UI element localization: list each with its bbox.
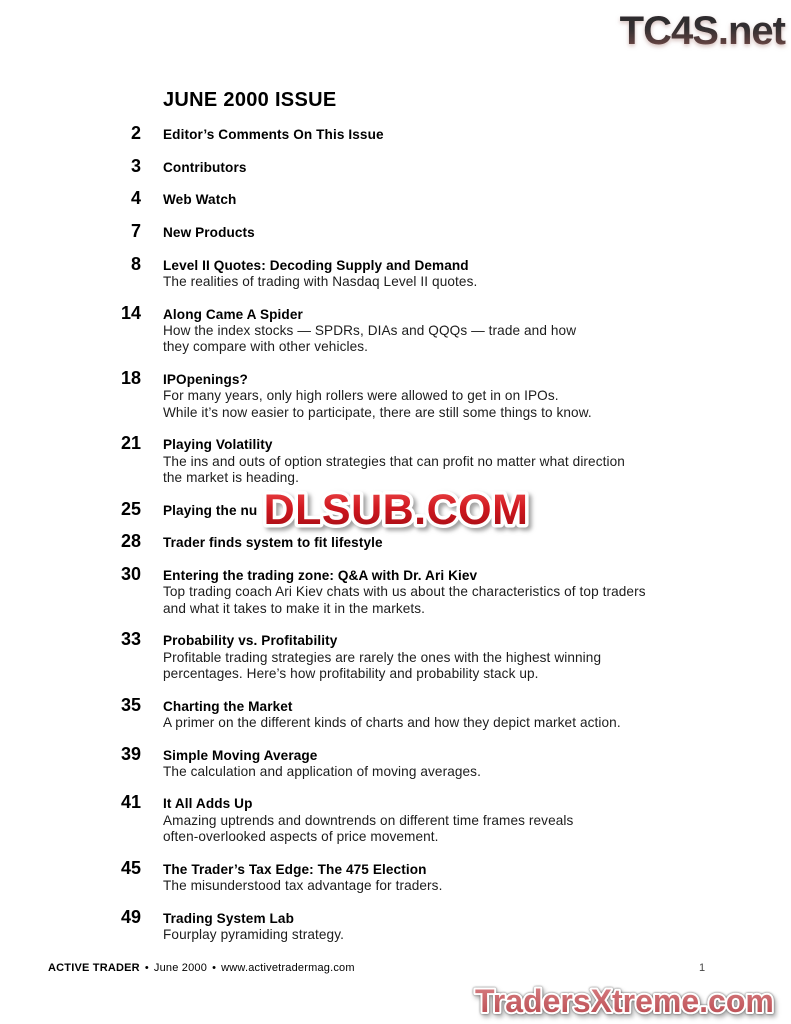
- entry-title: The Trader’s Tax Edge: The 475 Election: [163, 861, 427, 877]
- toc-entry: [48, 743, 708, 781]
- entry-title: Contributors: [163, 159, 247, 175]
- entry-page-number: 18: [120, 368, 141, 389]
- entry-page-number: 49: [120, 906, 141, 927]
- entry-subline: A primer on the different kinds of charts and how they depict market action.: [163, 714, 621, 730]
- footer-magazine-name: ACTIVE TRADER: [48, 962, 140, 974]
- entry-sublines: [163, 764, 708, 780]
- entry-page-number: 35: [120, 694, 141, 715]
- toc-entry: [48, 221, 708, 242]
- entry-title: New Products: [163, 225, 255, 241]
- dlsub-watermark: [246, 481, 546, 537]
- toc-entry: [48, 563, 708, 617]
- tradersxtreme-logo-text: TradersXtreme.com: [475, 983, 774, 1019]
- entry-subline: Fourplay pyramiding strategy.: [163, 927, 344, 943]
- entry-subline: Amazing uptrends and downtrends on different time frames reveals: [163, 812, 574, 828]
- toc-entry: [48, 302, 708, 356]
- entry-page-number: 33: [120, 629, 141, 650]
- entry-subline: While it’s now easier to participate, there are still some things to know.: [163, 404, 592, 420]
- entry-subline: they compare with other vehicles.: [163, 339, 369, 355]
- entry-page-number: 45: [120, 857, 141, 878]
- entry-subline: the market is heading.: [163, 469, 299, 485]
- tc4s-logo-text: TC4S.net: [619, 9, 785, 53]
- entry-title: Trading System Lab: [163, 910, 294, 926]
- entry-title: Web Watch: [163, 192, 237, 208]
- toc-entry: [48, 253, 708, 291]
- entry-subline: The calculation and application of moving averages.: [163, 763, 481, 779]
- entry-sublines: [163, 274, 708, 290]
- entry-page-number: 41: [120, 792, 141, 813]
- toc-entry: [48, 155, 708, 176]
- toc-entry: [48, 629, 708, 682]
- footer-separator: •: [212, 962, 217, 974]
- entry-title: Probability vs. Profitability: [163, 633, 338, 649]
- entry-subline: Top trading coach Ari Kiev chats with us about the characteristics of top traders: [163, 584, 646, 600]
- entry-title: Level II Quotes: Decoding Supply and Demand: [163, 257, 469, 273]
- entry-title: Editor’s Comments On This Issue: [163, 127, 384, 142]
- footer: [48, 962, 355, 974]
- entry-page-number: 39: [120, 743, 141, 764]
- entry-title: Playing Volatility: [163, 437, 273, 453]
- entry-sublines: [163, 927, 708, 943]
- page-title: JUNE 2000 ISSUE: [163, 89, 337, 111]
- entry-title: Along Came A Spider: [163, 306, 303, 322]
- entry-sublines: [163, 323, 708, 356]
- entry-subline: often-overlooked aspects of price movement.: [163, 829, 439, 845]
- footer-website: www.activetradermag.com: [221, 962, 355, 974]
- entry-sublines: [163, 388, 708, 421]
- entry-sublines: [163, 878, 708, 894]
- entry-page-number: 8: [130, 253, 141, 274]
- entry-page-number: 4: [130, 188, 141, 209]
- entry-page-number: 25: [120, 498, 141, 519]
- entry-page-number: 28: [120, 531, 141, 552]
- footer-issue-date: June 2000: [153, 962, 208, 974]
- entry-page-number: 30: [120, 563, 141, 584]
- entry-page-number: 14: [120, 302, 141, 323]
- toc-entry: [48, 188, 708, 209]
- toc-entry: [48, 906, 708, 944]
- entry-subline: The ins and outs of option strategies that can profit no matter what direction: [163, 453, 625, 469]
- entry-sublines: [163, 715, 708, 731]
- entry-subline: and what it takes to make it in the markets.: [163, 600, 426, 616]
- toc-entry: [48, 123, 708, 143]
- tradersxtreme-logo: [473, 978, 791, 1024]
- entry-subline: percentages. Here’s how profitability and probability stack up.: [163, 665, 539, 681]
- entry-subline: The misunderstood tax advantage for traders.: [163, 878, 443, 894]
- entry-sublines: [163, 650, 708, 683]
- entry-title: Simple Moving Average: [163, 747, 318, 763]
- toc-entry: [48, 368, 708, 421]
- entry-page-number: 3: [130, 155, 141, 176]
- toc-entry: [48, 433, 708, 486]
- entry-sublines: [163, 813, 708, 846]
- entry-subline: The realities of trading with Nasdaq Level II quotes.: [163, 274, 478, 290]
- entry-title: Entering the trading zone: Q&A with Dr. Ari Kiev: [163, 567, 478, 583]
- entry-title: Charting the Market: [163, 698, 293, 714]
- entry-title: Trader finds system to fit lifestyle: [163, 535, 383, 551]
- toc-entry: [48, 694, 708, 732]
- entry-subline: For many years, only high rollers were allowed to get in on IPOs.: [163, 388, 559, 404]
- toc-entry: [48, 531, 708, 552]
- dlsub-watermark-text: DLSUB.COM: [263, 486, 529, 534]
- entry-title: It All Adds Up: [163, 796, 253, 812]
- entry-title: Playing the nu: [163, 502, 258, 518]
- footer-page-number: 1: [699, 962, 706, 974]
- entry-subline: Profitable trading strategies are rarely the ones with the highest winning: [163, 649, 602, 665]
- toc-entry: [48, 792, 708, 845]
- entry-title: IPOpenings?: [163, 372, 248, 388]
- entry-page-number: 7: [130, 221, 141, 242]
- entry-page-number: 2: [130, 123, 141, 143]
- entry-sublines: [163, 584, 708, 617]
- entry-subline: How the index stocks — SPDRs, DIAs and QQQs — trade and how: [163, 323, 577, 339]
- toc-entry: [48, 857, 708, 895]
- tc4s-logo: [579, 2, 789, 60]
- footer-separator: •: [144, 962, 149, 974]
- entry-page-number: 21: [120, 433, 141, 454]
